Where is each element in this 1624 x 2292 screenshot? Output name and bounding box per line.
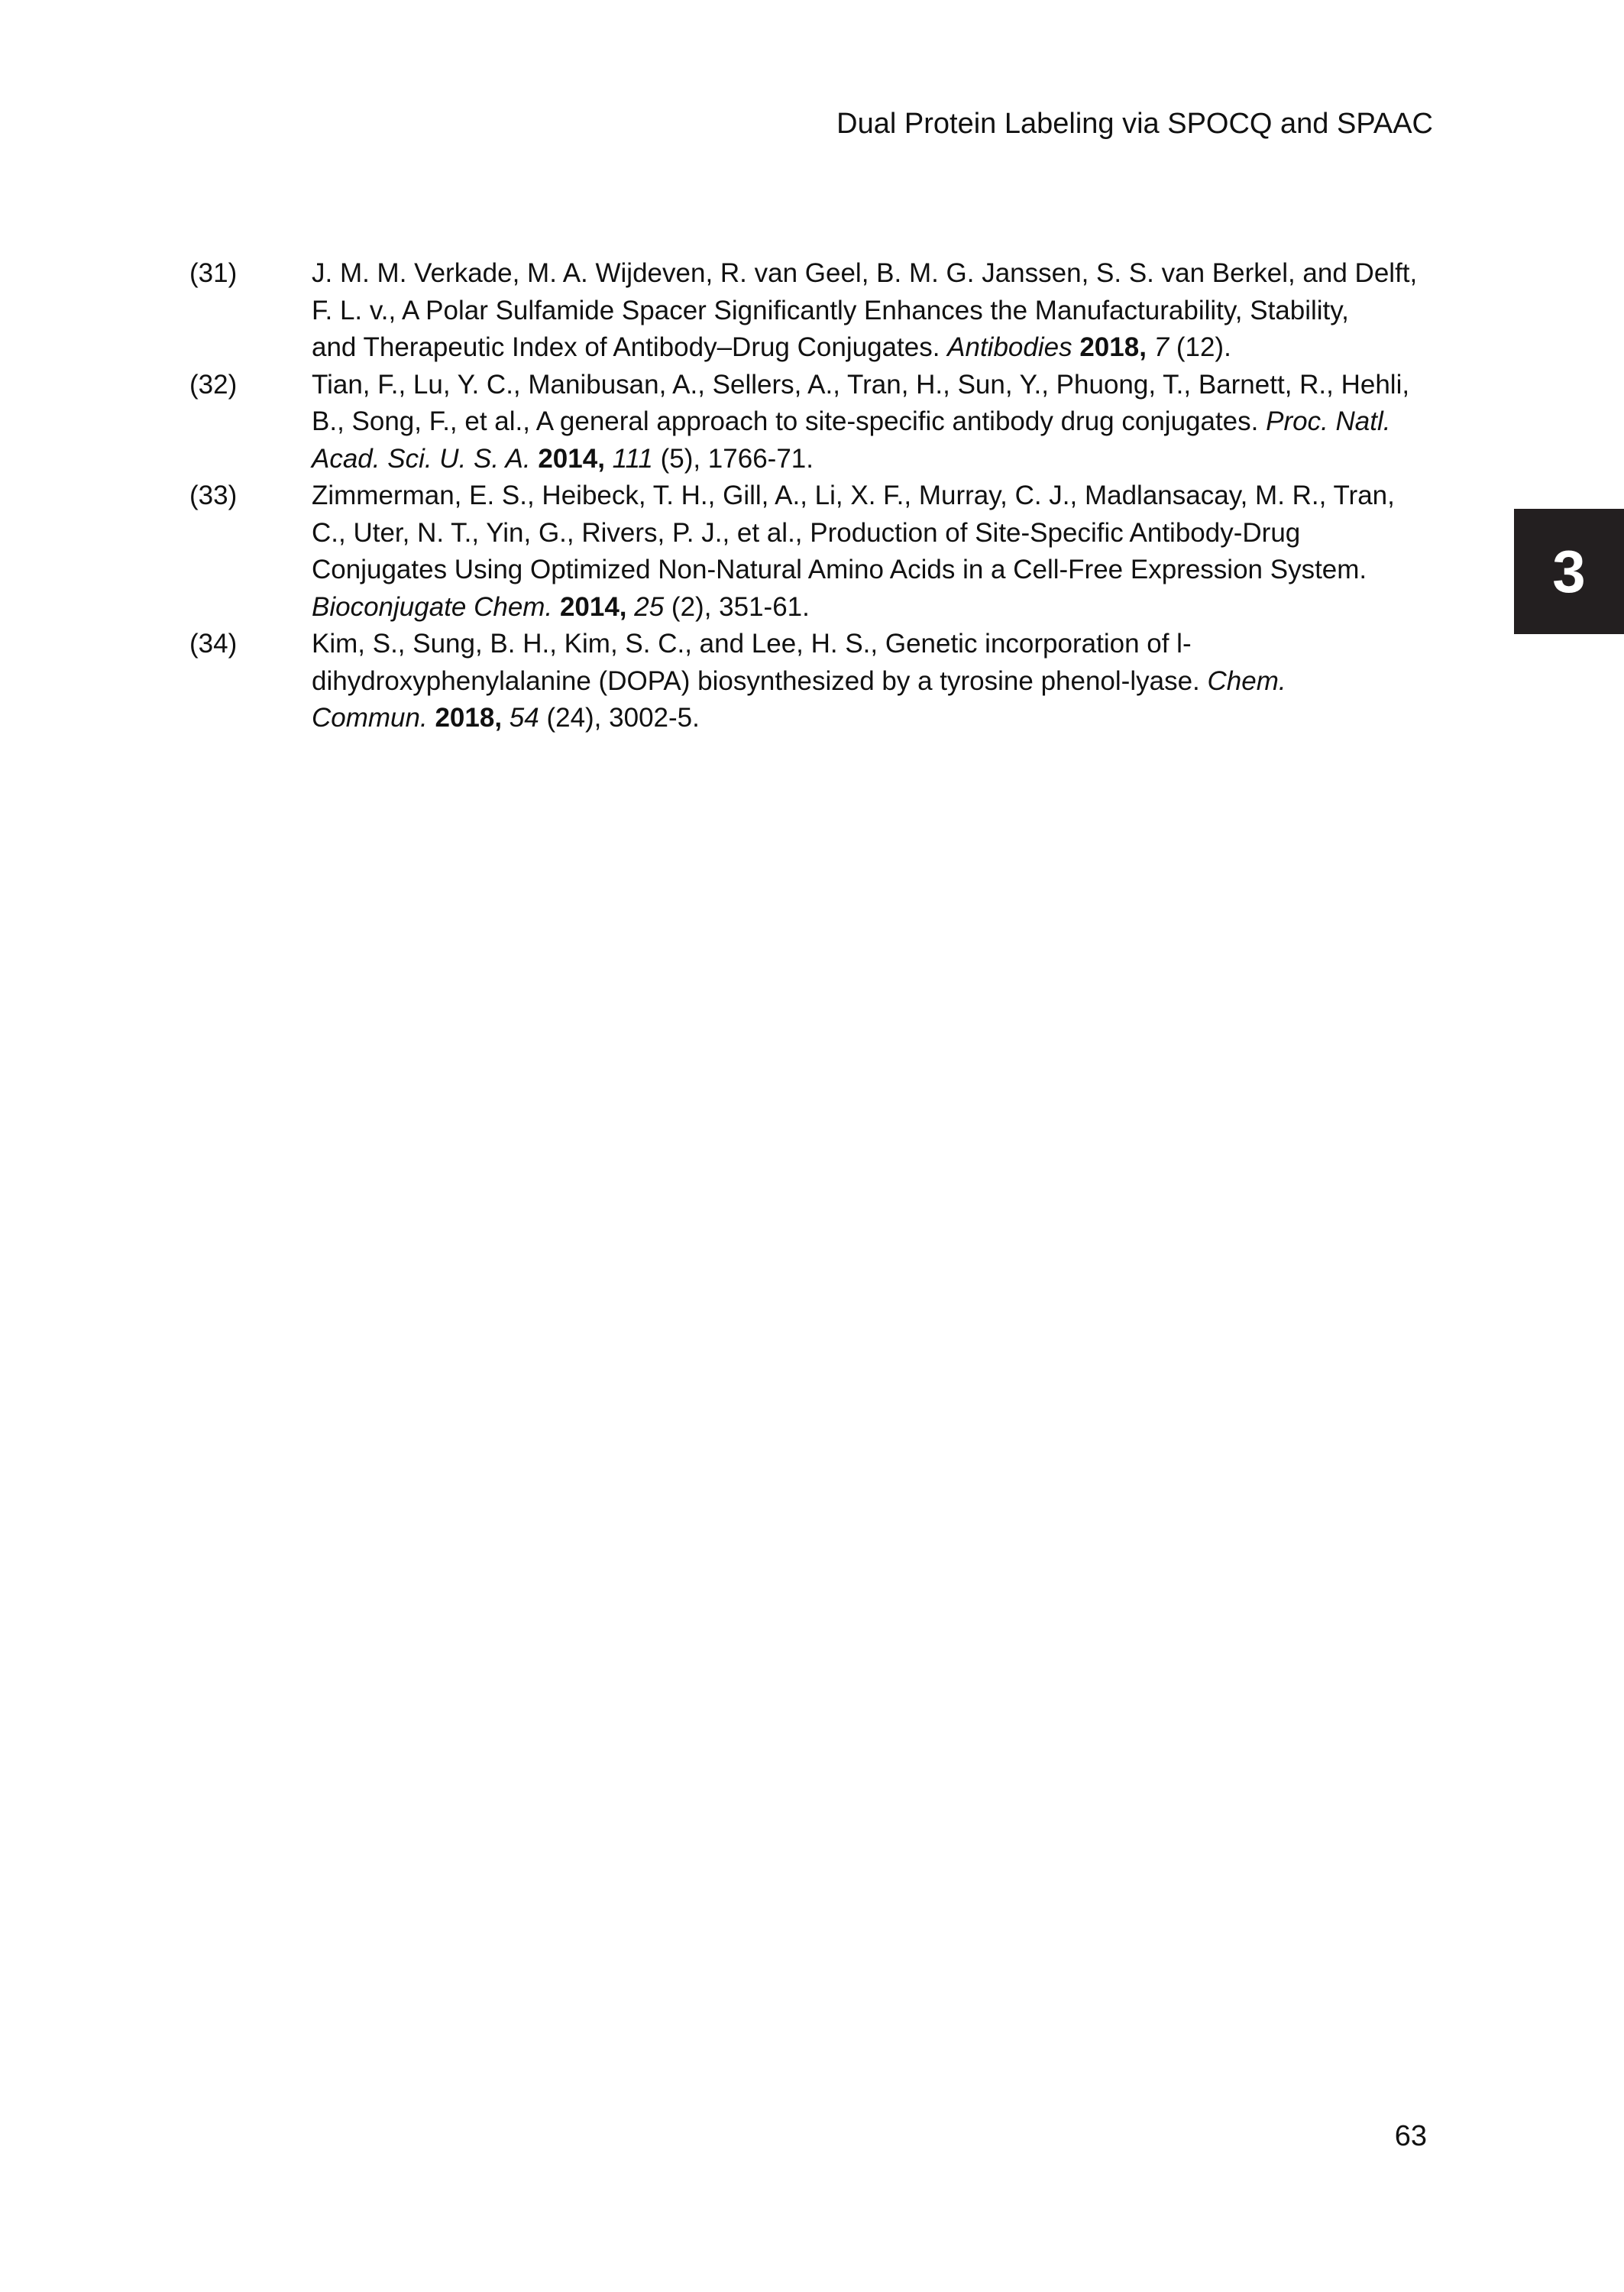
reference-line: Conjugates Using Optimized Non-Natural Amino Acids in a Cell-Free Expression System. [312, 555, 1367, 584]
publication-year: 2014, [538, 443, 605, 474]
reference-item-33 [189, 478, 1435, 626]
reference-text [312, 478, 1435, 626]
chapter-tab [1514, 509, 1624, 634]
reference-item-34 [189, 626, 1435, 737]
reference-line-text: B., Song, F., et al., A general approach to site-specific antibody drug conjugates. [312, 406, 1267, 436]
reference-text [312, 626, 1435, 737]
page-number: 63 [1394, 2120, 1427, 2152]
journal-name-part2: Acad. Sci. U. S. A. [312, 443, 531, 474]
reference-line [312, 663, 1435, 701]
issue-pages: (24), 3002-5. [539, 703, 700, 733]
reference-line: F. L. v., A Polar Sulfamide Spacer Significantly Enhances the Manufacturability, Stability, [312, 295, 1349, 325]
journal-name: Antibodies [947, 332, 1072, 362]
reference-number: (34) [189, 629, 238, 659]
reference-text [312, 367, 1435, 478]
reference-line: Kim, S., Sung, B. H., Kim, S. C., and Lee, H. S., Genetic incorporation of l- [312, 629, 1192, 659]
reference-list [189, 255, 1435, 737]
journal-name-part2: Commun. [312, 703, 428, 733]
chapter-number: 3 [1552, 538, 1586, 605]
reference-item-32 [189, 367, 1435, 478]
publication-year: 2014, [559, 591, 627, 622]
issue-pages: (5), 1766-71. [652, 443, 814, 474]
journal-volume: 25 [634, 591, 665, 622]
reference-line [312, 589, 1435, 626]
running-header-title: Dual Protein Labeling via SPOCQ and SPAAC [836, 108, 1433, 140]
reference-number: (32) [189, 369, 238, 400]
journal-volume: 7 [1153, 332, 1169, 362]
reference-number: (31) [189, 258, 238, 288]
reference-line [312, 700, 1435, 737]
issue-pages: (2), 351-61. [664, 591, 810, 622]
reference-item-31 [189, 255, 1435, 367]
reference-line: Tian, F., Lu, Y. C., Manibusan, A., Sellers, A., Tran, H., Sun, Y., Phuong, T., Barnett, R., Hehli, [312, 369, 1410, 400]
reference-line: J. M. M. Verkade, M. A. Wijdeven, R. van Geel, B. M. G. Janssen, S. S. van Berkel, and Delft, [312, 258, 1418, 288]
journal-volume: 54 [509, 703, 539, 733]
reference-text [312, 255, 1435, 367]
publication-year: 2018, [1079, 332, 1147, 362]
journal-name-part1: Proc. Natl. [1266, 406, 1391, 436]
reference-line-text: and Therapeutic Index of Antibody–Drug Conjugates. [312, 332, 948, 362]
reference-line-text: dihydroxyphenylalanine (DOPA) biosynthesized by a tyrosine phenol-lyase. [312, 665, 1208, 696]
issue-pages: (12). [1169, 332, 1231, 362]
journal-name-part1: Chem. [1207, 665, 1286, 696]
reference-line: C., Uter, N. T., Yin, G., Rivers, P. J., et al., Production of Site-Specific Antibody-Drug [312, 517, 1301, 548]
journal-volume: 111 [612, 443, 653, 474]
reference-line [312, 441, 1435, 478]
reference-line [312, 403, 1435, 441]
publication-year: 2018, [435, 703, 503, 733]
reference-line [312, 329, 1435, 367]
reference-number: (33) [189, 481, 238, 510]
reference-line: Zimmerman, E. S., Heibeck, T. H., Gill, A., Li, X. F., Murray, C. J., Madlansacay, M. R., Tran, [312, 481, 1395, 510]
journal-name: Bioconjugate Chem. [312, 591, 553, 622]
